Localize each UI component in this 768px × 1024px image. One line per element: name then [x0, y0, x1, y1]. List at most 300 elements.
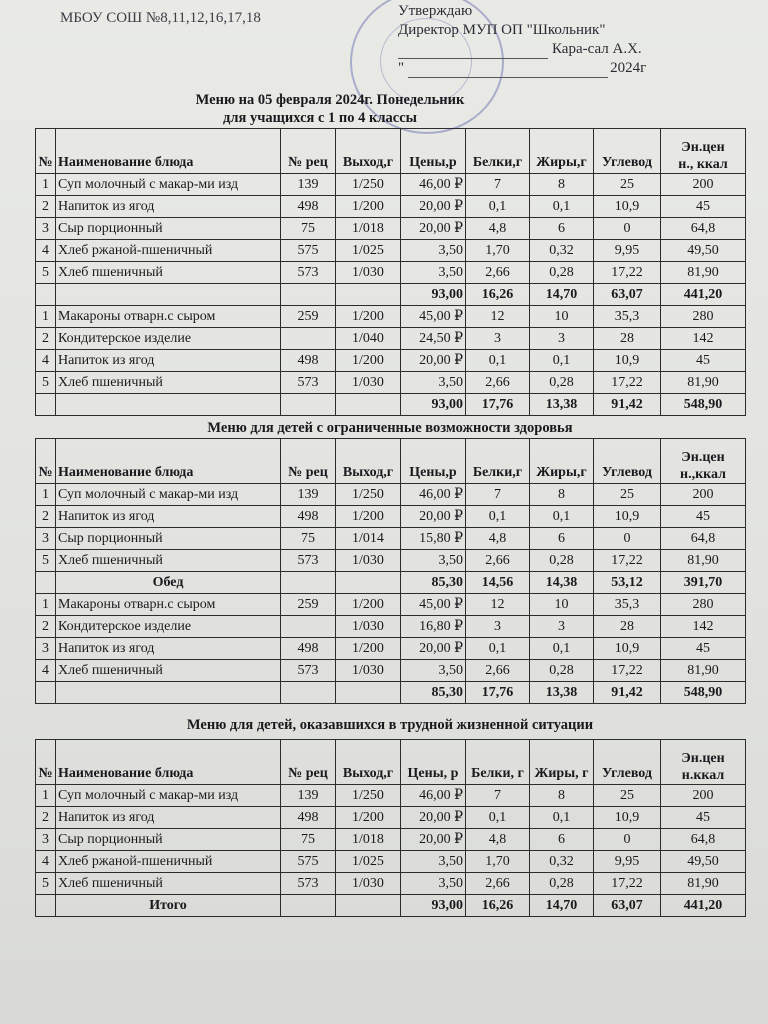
cell-carbs: 17,22	[594, 660, 661, 682]
total-row	[36, 394, 746, 416]
column-header-protein: Белки, г	[466, 740, 530, 785]
year-label: 2024г	[610, 60, 647, 76]
cell-carbs: 10,9	[594, 506, 661, 528]
cell-protein: 4,8	[466, 528, 530, 550]
cell-carbs: 17,22	[594, 873, 661, 895]
cell-energy: 81,90	[661, 660, 746, 682]
energy-header-line2: н.ккал	[681, 768, 725, 783]
cell-energy: 49,50	[661, 240, 746, 262]
cell-fat: 0,1	[530, 350, 594, 372]
school-name: МБОУ СОШ №8,11,12,16,17,18	[60, 10, 261, 26]
cell-recipe	[281, 328, 336, 350]
cell-num: 5	[36, 262, 56, 284]
cell-energy: 142	[661, 328, 746, 350]
cell-carbs: 17,22	[594, 550, 661, 572]
cell-dish: Хлеб пшеничный	[56, 372, 281, 394]
date-line	[408, 59, 608, 78]
cell-carbs: 25	[594, 484, 661, 506]
cell-dish: Обед	[56, 572, 281, 594]
table-row	[36, 528, 746, 550]
cell-portion: 1/030	[336, 873, 401, 895]
cell-protein: 1,70	[466, 851, 530, 873]
table-row	[36, 328, 746, 350]
table-row	[36, 785, 746, 807]
cell-dish	[56, 394, 281, 416]
cell-portion: 1/018	[336, 218, 401, 240]
cell-protein: 7	[466, 785, 530, 807]
table-row	[36, 306, 746, 328]
cell-carbs: 35,3	[594, 594, 661, 616]
cell-dish: Кондитерское изделие	[56, 616, 281, 638]
column-header-recipe: № рец	[281, 439, 336, 484]
energy-header-line1: Эн.цен	[681, 751, 725, 766]
cell-num: 1	[36, 174, 56, 196]
approve-label: Утверждаю	[398, 3, 473, 19]
cell-dish: Сыр порционный	[56, 829, 281, 851]
table-row	[36, 616, 746, 638]
column-header-dish: Наименование блюда	[56, 439, 281, 484]
menu-table-disabilities	[35, 438, 746, 704]
cell-recipe	[281, 284, 336, 306]
cell-num: 2	[36, 506, 56, 528]
cell-recipe: 573	[281, 262, 336, 284]
cell-fat: 8	[530, 785, 594, 807]
cell-num: 3	[36, 218, 56, 240]
cell-energy: 45	[661, 196, 746, 218]
cell-fat: 10	[530, 594, 594, 616]
cell-portion: 1/200	[336, 196, 401, 218]
cell-fat: 0,28	[530, 873, 594, 895]
cell-portion: 1/250	[336, 785, 401, 807]
cell-dish: Сыр порционный	[56, 528, 281, 550]
column-header-num: №	[36, 129, 56, 174]
total-row	[36, 682, 746, 704]
cell-recipe: 498	[281, 196, 336, 218]
energy-header-line1: Эн.цен	[681, 450, 725, 465]
table-row	[36, 196, 746, 218]
column-header-energy	[661, 439, 746, 484]
column-header-protein: Белки,г	[466, 439, 530, 484]
cell-recipe: 575	[281, 851, 336, 873]
cell-protein: 2,66	[466, 873, 530, 895]
cell-protein: 2,66	[466, 550, 530, 572]
cell-dish: Макароны отварн.с сыром	[56, 594, 281, 616]
cell-energy: 280	[661, 306, 746, 328]
cell-num: 4	[36, 660, 56, 682]
table-header-row	[36, 740, 746, 785]
cell-energy: 200	[661, 785, 746, 807]
cell-portion: 1/030	[336, 550, 401, 572]
table-row	[36, 240, 746, 262]
table-row	[36, 851, 746, 873]
cell-fat: 0,32	[530, 851, 594, 873]
cell-carbs: 25	[594, 785, 661, 807]
cell-num: 4	[36, 240, 56, 262]
cell-fat: 0,28	[530, 660, 594, 682]
cell-price: 20,00 ₽	[401, 807, 466, 829]
cell-protein: 0,1	[466, 638, 530, 660]
cell-num: 1	[36, 306, 56, 328]
cell-dish: Напиток из ягод	[56, 506, 281, 528]
table-row	[36, 350, 746, 372]
cell-fat: 6	[530, 829, 594, 851]
cell-portion: 1/018	[336, 829, 401, 851]
cell-carbs: 0	[594, 528, 661, 550]
cell-protein: 12	[466, 594, 530, 616]
column-header-num: №	[36, 439, 56, 484]
date-quote: "	[398, 60, 405, 76]
total-row	[36, 284, 746, 306]
cell-dish: Суп молочный с макар-ми изд	[56, 174, 281, 196]
cell-carbs: 91,42	[594, 394, 661, 416]
cell-price: 20,00 ₽	[401, 218, 466, 240]
cell-recipe: 259	[281, 306, 336, 328]
cell-fat: 13,38	[530, 682, 594, 704]
cell-recipe: 573	[281, 873, 336, 895]
cell-num: 1	[36, 594, 56, 616]
cell-energy: 548,90	[661, 394, 746, 416]
cell-num: 5	[36, 873, 56, 895]
cell-dish: Хлеб ржаной-пшеничный	[56, 851, 281, 873]
cell-recipe: 259	[281, 594, 336, 616]
menu-date-title: Меню на 05 февраля 2024г. Понедельник	[195, 92, 465, 108]
section-title-disabilities: Меню для детей с ограниченные возможности здоровья	[207, 420, 573, 436]
cell-num: 2	[36, 196, 56, 218]
cell-protein: 7	[466, 484, 530, 506]
cell-protein: 17,76	[466, 682, 530, 704]
cell-protein: 16,26	[466, 284, 530, 306]
column-header-dish: Наименование блюда	[56, 740, 281, 785]
signature-line	[398, 40, 548, 59]
total-row	[36, 895, 746, 917]
cell-portion	[336, 895, 401, 917]
energy-header-line2: н., ккал	[678, 157, 728, 172]
cell-energy: 49,50	[661, 851, 746, 873]
cell-energy: 81,90	[661, 873, 746, 895]
cell-protein: 14,56	[466, 572, 530, 594]
cell-fat: 6	[530, 218, 594, 240]
cell-fat: 8	[530, 484, 594, 506]
table-row	[36, 807, 746, 829]
cell-recipe: 75	[281, 218, 336, 240]
cell-carbs: 10,9	[594, 350, 661, 372]
cell-fat: 0,1	[530, 807, 594, 829]
table-row	[36, 638, 746, 660]
cell-protein: 2,66	[466, 660, 530, 682]
cell-dish: Суп молочный с макар-ми изд	[56, 785, 281, 807]
cell-protein: 0,1	[466, 196, 530, 218]
table-header-row	[36, 439, 746, 484]
approval-block	[398, 2, 646, 78]
column-header-fat: Жиры,г	[530, 439, 594, 484]
cell-protein: 17,76	[466, 394, 530, 416]
cell-price: 93,00	[401, 284, 466, 306]
cell-protein: 16,26	[466, 895, 530, 917]
cell-price: 3,50	[401, 660, 466, 682]
cell-carbs: 0	[594, 829, 661, 851]
cell-price: 3,50	[401, 372, 466, 394]
column-header-fat: Жиры,г	[530, 129, 594, 174]
column-header-price: Цены,р	[401, 439, 466, 484]
column-header-carbs: Углевод	[594, 740, 661, 785]
cell-portion: 1/030	[336, 262, 401, 284]
cell-recipe: 498	[281, 807, 336, 829]
cell-price: 20,00 ₽	[401, 506, 466, 528]
cell-price: 3,50	[401, 550, 466, 572]
cell-dish: Напиток из ягод	[56, 638, 281, 660]
cell-energy: 142	[661, 616, 746, 638]
cell-carbs: 28	[594, 328, 661, 350]
cell-price: 46,00 ₽	[401, 484, 466, 506]
director-label: Директор МУП ОП "Школьник"	[398, 22, 606, 38]
cell-num: 5	[36, 372, 56, 394]
cell-energy: 81,90	[661, 262, 746, 284]
cell-fat: 14,70	[530, 895, 594, 917]
cell-num: 3	[36, 829, 56, 851]
energy-header-line1: Эн.цен	[681, 140, 725, 155]
cell-price: 20,00 ₽	[401, 350, 466, 372]
cell-dish: Напиток из ягод	[56, 807, 281, 829]
column-header-portion: Выход,г	[336, 740, 401, 785]
column-header-recipe: № рец	[281, 740, 336, 785]
cell-portion: 1/200	[336, 506, 401, 528]
cell-price: 3,50	[401, 240, 466, 262]
table-row	[36, 660, 746, 682]
cell-recipe: 139	[281, 785, 336, 807]
cell-portion: 1/030	[336, 616, 401, 638]
cell-energy: 45	[661, 506, 746, 528]
table-row	[36, 372, 746, 394]
cell-protein: 0,1	[466, 807, 530, 829]
cell-protein: 4,8	[466, 218, 530, 240]
cell-price: 85,30	[401, 682, 466, 704]
section-title-hardship: Меню для детей, оказавшихся в трудной жизненной ситуации	[186, 717, 594, 733]
cell-fat: 10	[530, 306, 594, 328]
cell-carbs: 9,95	[594, 240, 661, 262]
cell-dish: Суп молочный с макар-ми изд	[56, 484, 281, 506]
cell-dish: Хлеб ржаной-пшеничный	[56, 240, 281, 262]
cell-num	[36, 284, 56, 306]
signer-name: Кара-сал А.Х.	[552, 41, 642, 57]
cell-carbs: 9,95	[594, 851, 661, 873]
cell-recipe	[281, 682, 336, 704]
cell-portion	[336, 284, 401, 306]
cell-price: 24,50 ₽	[401, 328, 466, 350]
cell-price: 15,80 ₽	[401, 528, 466, 550]
cell-num	[36, 682, 56, 704]
column-header-price: Цены, р	[401, 740, 466, 785]
cell-recipe	[281, 572, 336, 594]
cell-dish: Хлеб пшеничный	[56, 660, 281, 682]
cell-protein: 0,1	[466, 506, 530, 528]
cell-fat: 0,28	[530, 372, 594, 394]
cell-price: 20,00 ₽	[401, 829, 466, 851]
cell-num: 4	[36, 350, 56, 372]
cell-fat: 0,1	[530, 196, 594, 218]
cell-protein: 12	[466, 306, 530, 328]
cell-carbs: 0	[594, 218, 661, 240]
column-header-num: №	[36, 740, 56, 785]
cell-carbs: 17,22	[594, 262, 661, 284]
cell-num: 4	[36, 851, 56, 873]
table-row	[36, 484, 746, 506]
table-row	[36, 594, 746, 616]
cell-fat: 3	[530, 328, 594, 350]
cell-portion: 1/030	[336, 372, 401, 394]
cell-energy: 45	[661, 807, 746, 829]
cell-protein: 1,70	[466, 240, 530, 262]
cell-num: 2	[36, 807, 56, 829]
cell-portion: 1/025	[336, 851, 401, 873]
column-header-recipe: № рец	[281, 129, 336, 174]
cell-fat: 0,28	[530, 550, 594, 572]
cell-protein: 3	[466, 616, 530, 638]
cell-dish	[56, 284, 281, 306]
cell-carbs: 17,22	[594, 372, 661, 394]
cell-num	[36, 895, 56, 917]
cell-energy: 64,8	[661, 218, 746, 240]
cell-recipe: 573	[281, 372, 336, 394]
cell-portion: 1/250	[336, 484, 401, 506]
cell-energy: 45	[661, 350, 746, 372]
cell-price: 3,50	[401, 262, 466, 284]
cell-portion: 1/250	[336, 174, 401, 196]
cell-recipe: 75	[281, 829, 336, 851]
cell-carbs: 10,9	[594, 196, 661, 218]
cell-energy: 441,20	[661, 895, 746, 917]
cell-protein: 4,8	[466, 829, 530, 851]
cell-recipe: 139	[281, 484, 336, 506]
cell-num: 1	[36, 785, 56, 807]
cell-num: 3	[36, 638, 56, 660]
cell-carbs: 35,3	[594, 306, 661, 328]
cell-dish	[56, 682, 281, 704]
column-header-energy	[661, 740, 746, 785]
cell-recipe: 498	[281, 638, 336, 660]
cell-carbs: 63,07	[594, 284, 661, 306]
column-header-carbs: Углевод	[594, 439, 661, 484]
cell-recipe	[281, 394, 336, 416]
cell-recipe: 498	[281, 506, 336, 528]
cell-protein: 2,66	[466, 372, 530, 394]
cell-price: 20,00 ₽	[401, 196, 466, 218]
cell-carbs: 91,42	[594, 682, 661, 704]
cell-energy: 441,20	[661, 284, 746, 306]
column-header-energy	[661, 129, 746, 174]
cell-portion: 1/200	[336, 306, 401, 328]
cell-price: 45,00 ₽	[401, 594, 466, 616]
cell-portion: 1/040	[336, 328, 401, 350]
cell-fat: 6	[530, 528, 594, 550]
cell-energy: 81,90	[661, 550, 746, 572]
cell-carbs: 63,07	[594, 895, 661, 917]
cell-fat: 0,1	[530, 638, 594, 660]
table-header-row	[36, 129, 746, 174]
cell-portion: 1/030	[336, 660, 401, 682]
table-row	[36, 550, 746, 572]
cell-energy: 64,8	[661, 829, 746, 851]
energy-header-line2: н.,ккал	[680, 467, 726, 482]
table-row	[36, 829, 746, 851]
cell-price: 46,00 ₽	[401, 785, 466, 807]
table-row	[36, 262, 746, 284]
cell-energy: 548,90	[661, 682, 746, 704]
cell-portion: 1/200	[336, 594, 401, 616]
cell-num: 5	[36, 550, 56, 572]
cell-energy: 64,8	[661, 528, 746, 550]
cell-energy: 81,90	[661, 372, 746, 394]
cell-price: 16,80 ₽	[401, 616, 466, 638]
cell-protein: 0,1	[466, 350, 530, 372]
column-header-protein: Белки,г	[466, 129, 530, 174]
cell-num: 2	[36, 616, 56, 638]
cell-recipe: 573	[281, 550, 336, 572]
cell-portion	[336, 394, 401, 416]
cell-recipe: 575	[281, 240, 336, 262]
cell-energy: 200	[661, 174, 746, 196]
cell-dish: Напиток из ягод	[56, 350, 281, 372]
column-header-portion: Выход,г	[336, 439, 401, 484]
cell-fat: 0,32	[530, 240, 594, 262]
cell-carbs: 28	[594, 616, 661, 638]
table-row	[36, 506, 746, 528]
cell-num	[36, 572, 56, 594]
total-row	[36, 572, 746, 594]
cell-recipe	[281, 895, 336, 917]
cell-dish: Напиток из ягод	[56, 196, 281, 218]
cell-energy: 280	[661, 594, 746, 616]
cell-fat: 13,38	[530, 394, 594, 416]
cell-price: 93,00	[401, 895, 466, 917]
cell-portion	[336, 572, 401, 594]
column-header-fat: Жиры, г	[530, 740, 594, 785]
cell-recipe: 573	[281, 660, 336, 682]
table-row	[36, 218, 746, 240]
cell-num	[36, 394, 56, 416]
cell-portion	[336, 682, 401, 704]
cell-carbs: 10,9	[594, 638, 661, 660]
cell-energy: 200	[661, 484, 746, 506]
cell-price: 46,00 ₽	[401, 174, 466, 196]
cell-fat: 0,28	[530, 262, 594, 284]
cell-num: 3	[36, 528, 56, 550]
column-header-carbs: Углевод	[594, 129, 661, 174]
cell-num: 2	[36, 328, 56, 350]
cell-portion: 1/200	[336, 638, 401, 660]
cell-dish: Макароны отварн.с сыром	[56, 306, 281, 328]
cell-energy: 45	[661, 638, 746, 660]
column-header-price: Цены,р	[401, 129, 466, 174]
cell-price: 20,00 ₽	[401, 638, 466, 660]
cell-portion: 1/014	[336, 528, 401, 550]
cell-protein: 7	[466, 174, 530, 196]
cell-portion: 1/025	[336, 240, 401, 262]
cell-fat: 0,1	[530, 506, 594, 528]
cell-recipe	[281, 616, 336, 638]
cell-num: 1	[36, 484, 56, 506]
cell-price: 3,50	[401, 873, 466, 895]
cell-dish: Хлеб пшеничный	[56, 550, 281, 572]
column-header-portion: Выход,г	[336, 129, 401, 174]
cell-portion: 1/200	[336, 350, 401, 372]
cell-dish: Хлеб пшеничный	[56, 262, 281, 284]
cell-price: 3,50	[401, 851, 466, 873]
cell-dish: Итого	[56, 895, 281, 917]
cell-fat: 14,70	[530, 284, 594, 306]
cell-dish: Кондитерское изделие	[56, 328, 281, 350]
cell-fat: 14,38	[530, 572, 594, 594]
cell-price: 93,00	[401, 394, 466, 416]
